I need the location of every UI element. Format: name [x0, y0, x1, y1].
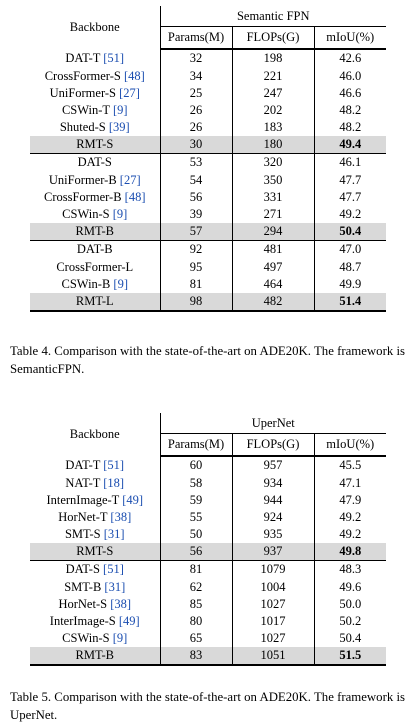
- table-4-body: [30, 49, 386, 311]
- cell-params: 95: [160, 258, 232, 275]
- citation-link[interactable]: [51]: [103, 562, 124, 577]
- cell-backbone: [30, 630, 160, 647]
- table-row: [30, 154, 386, 172]
- cell-params: 59: [160, 491, 232, 508]
- model-name: CSWin-S: [62, 207, 110, 222]
- cell-flops: 350: [232, 171, 314, 188]
- cell-backbone: [30, 456, 160, 474]
- cell-flops: 1027: [232, 596, 314, 613]
- table-row: [30, 561, 386, 579]
- cell-miou: 50.0: [314, 596, 386, 613]
- cell-miou: 48.2: [314, 102, 386, 119]
- cell-backbone: [30, 119, 160, 136]
- table-row: [30, 491, 386, 508]
- citation-link[interactable]: [9]: [112, 102, 128, 117]
- cell-miou: 42.6: [314, 49, 386, 67]
- table-row: [30, 526, 386, 543]
- cell-flops: 935: [232, 526, 314, 543]
- table-row: [30, 119, 386, 136]
- table-row: [30, 613, 386, 630]
- cell-params: 57: [160, 223, 232, 241]
- table-row: [30, 596, 386, 613]
- cell-backbone: [30, 561, 160, 579]
- cell-params: 92: [160, 241, 232, 259]
- cell-params: 26: [160, 119, 232, 136]
- header-params: Params(M): [160, 434, 232, 457]
- cell-flops: 957: [232, 456, 314, 474]
- cell-params: 55: [160, 509, 232, 526]
- model-name: Shuted-S: [59, 120, 106, 135]
- cell-flops: 464: [232, 275, 314, 292]
- table-5-upernet: [30, 413, 386, 666]
- citation-link[interactable]: [18]: [103, 475, 125, 490]
- citation-link[interactable]: [38]: [110, 509, 132, 524]
- cell-backbone: [30, 49, 160, 67]
- table-row: [30, 206, 386, 223]
- table-row: [30, 258, 386, 275]
- model-name: CrossFormer-B: [44, 189, 122, 204]
- citation-link[interactable]: [48]: [123, 68, 145, 83]
- cell-params: 25: [160, 84, 232, 101]
- citation-link[interactable]: [51]: [103, 50, 125, 65]
- header-miou: mIoU(%): [314, 27, 386, 50]
- cell-miou: 48.2: [314, 119, 386, 136]
- cell-flops: 320: [232, 154, 314, 172]
- citation-link[interactable]: [38]: [110, 596, 132, 611]
- table-row: [30, 241, 386, 259]
- cell-params: 85: [160, 596, 232, 613]
- cell-params: 54: [160, 171, 232, 188]
- table-row: [30, 275, 386, 292]
- cell-flops: 1051: [232, 647, 314, 665]
- model-name: DAT-T: [65, 50, 101, 65]
- cell-flops: 331: [232, 189, 314, 206]
- cell-miou: 46.6: [314, 84, 386, 101]
- header-group: Semantic FPN: [160, 6, 386, 27]
- cell-backbone: [30, 526, 160, 543]
- cell-backbone: [30, 596, 160, 613]
- table-row: [30, 647, 386, 665]
- cell-flops: 202: [232, 102, 314, 119]
- model-name: RMT-S: [76, 137, 114, 152]
- cell-miou: 49.2: [314, 526, 386, 543]
- cell-flops: 294: [232, 223, 314, 241]
- cell-backbone: [30, 491, 160, 508]
- citation-link[interactable]: [9]: [112, 631, 128, 646]
- model-name: InternImage-T: [46, 492, 120, 507]
- citation-link[interactable]: [27]: [119, 85, 140, 100]
- model-name: HorNet-S: [58, 596, 108, 611]
- cell-backbone: [30, 189, 160, 206]
- table-row: [30, 474, 386, 491]
- cell-params: 50: [160, 526, 232, 543]
- model-name: SMT-S: [64, 527, 101, 542]
- cell-backbone: [30, 223, 160, 241]
- cell-miou: 50.2: [314, 613, 386, 630]
- cell-params: 65: [160, 630, 232, 647]
- cell-flops: 221: [232, 67, 314, 84]
- citation-link[interactable]: [49]: [122, 492, 144, 507]
- cell-backbone: [30, 67, 160, 84]
- cell-miou: 46.1: [314, 154, 386, 172]
- cell-params: 26: [160, 102, 232, 119]
- cell-backbone: [30, 474, 160, 491]
- model-name: RMT-S: [76, 544, 114, 559]
- header-miou: mIoU(%): [314, 434, 386, 457]
- model-name: CSWin-B: [61, 276, 111, 291]
- table-row: [30, 136, 386, 154]
- citation-link[interactable]: [48]: [124, 189, 146, 204]
- cell-backbone: [30, 154, 160, 172]
- table-row: [30, 543, 386, 561]
- model-name: InterImage-S: [49, 614, 116, 629]
- model-name: RMT-B: [75, 648, 114, 663]
- cell-params: 81: [160, 275, 232, 292]
- cell-params: 39: [160, 206, 232, 223]
- table-4-caption: Table 4. Comparison with the state-of-the-art on ADE20K. The framework is SemanticFPN.: [10, 344, 405, 376]
- cell-flops: 944: [232, 491, 314, 508]
- cell-miou: 47.7: [314, 171, 386, 188]
- cell-flops: 924: [232, 509, 314, 526]
- citation-link[interactable]: [27]: [119, 172, 141, 187]
- cell-backbone: [30, 613, 160, 630]
- cell-flops: 247: [232, 84, 314, 101]
- table-row: [30, 578, 386, 595]
- header-params: Params(M): [160, 27, 232, 50]
- cell-params: 32: [160, 49, 232, 67]
- cell-params: 98: [160, 293, 232, 311]
- cell-miou: 46.0: [314, 67, 386, 84]
- model-name: DAT-S: [77, 155, 112, 170]
- model-name: UniFormer-S: [49, 85, 116, 100]
- citation-link[interactable]: [9]: [113, 276, 128, 291]
- cell-flops: 1004: [232, 578, 314, 595]
- cell-miou: 50.4: [314, 630, 386, 647]
- cell-miou: 48.7: [314, 258, 386, 275]
- cell-params: 62: [160, 578, 232, 595]
- cell-backbone: [30, 136, 160, 154]
- cell-miou: 49.2: [314, 509, 386, 526]
- cell-flops: 1027: [232, 630, 314, 647]
- cell-backbone: [30, 206, 160, 223]
- cell-miou: 48.3: [314, 561, 386, 579]
- header-group: UperNet: [160, 413, 386, 434]
- cell-backbone: [30, 84, 160, 101]
- cell-miou: 50.4: [314, 223, 386, 241]
- cell-miou: 47.0: [314, 241, 386, 259]
- cell-params: 30: [160, 136, 232, 154]
- cell-flops: 481: [232, 241, 314, 259]
- table-row: [30, 630, 386, 647]
- cell-params: 53: [160, 154, 232, 172]
- cell-params: 81: [160, 561, 232, 579]
- cell-flops: 934: [232, 474, 314, 491]
- table-row: [30, 102, 386, 119]
- model-name: CSWin-T: [61, 102, 110, 117]
- cell-backbone: [30, 509, 160, 526]
- model-name: CrossFormer-S: [44, 68, 121, 83]
- cell-backbone: [30, 171, 160, 188]
- model-name: DAT-S: [65, 562, 100, 577]
- table-row: [30, 456, 386, 474]
- model-name: CSWin-S: [62, 631, 110, 646]
- table-5-body: [30, 456, 386, 665]
- cell-flops: 1017: [232, 613, 314, 630]
- header-backbone: Backbone: [69, 20, 120, 35]
- model-name: RMT-L: [75, 293, 114, 308]
- header-backbone: Backbone: [69, 427, 120, 442]
- header-flops: FLOPs(G): [232, 27, 314, 50]
- cell-flops: 482: [232, 293, 314, 311]
- cell-backbone: [30, 102, 160, 119]
- citation-link[interactable]: [39]: [108, 120, 130, 135]
- cell-flops: 271: [232, 206, 314, 223]
- cell-params: 34: [160, 67, 232, 84]
- cell-params: 58: [160, 474, 232, 491]
- model-name: NAT-T: [65, 475, 101, 490]
- table-4-semantic-fpn: [30, 6, 386, 312]
- cell-params: 80: [160, 613, 232, 630]
- cell-flops: 183: [232, 119, 314, 136]
- model-name: DAT-T: [65, 457, 101, 472]
- cell-miou: 51.4: [314, 293, 386, 311]
- cell-backbone: [30, 647, 160, 665]
- citation-link[interactable]: [31]: [104, 579, 126, 594]
- table-row: [30, 171, 386, 188]
- cell-miou: 47.1: [314, 474, 386, 491]
- citation-link[interactable]: [9]: [112, 207, 128, 222]
- cell-miou: 49.4: [314, 136, 386, 154]
- cell-backbone: [30, 543, 160, 561]
- table-row: [30, 84, 386, 101]
- table-row: [30, 189, 386, 206]
- header-flops: FLOPs(G): [232, 434, 314, 457]
- model-name: UniFormer-B: [48, 172, 117, 187]
- citation-link[interactable]: [31]: [103, 527, 125, 542]
- cell-flops: 937: [232, 543, 314, 561]
- cell-flops: 198: [232, 49, 314, 67]
- citation-link[interactable]: [51]: [103, 457, 125, 472]
- cell-miou: 47.9: [314, 491, 386, 508]
- cell-backbone: [30, 241, 160, 259]
- cell-miou: 49.9: [314, 275, 386, 292]
- model-name: CrossFormer-L: [56, 259, 134, 274]
- table-row: [30, 509, 386, 526]
- citation-link[interactable]: [49]: [118, 614, 140, 629]
- model-name: HorNet-T: [58, 509, 108, 524]
- cell-backbone: [30, 275, 160, 292]
- cell-params: 56: [160, 543, 232, 561]
- cell-miou: 51.5: [314, 647, 386, 665]
- cell-flops: 497: [232, 258, 314, 275]
- table-5-caption: Table 5. Comparison with the state-of-the-art on ADE20K. The framework is UperNet.: [10, 690, 405, 722]
- model-name: RMT-B: [75, 224, 114, 239]
- cell-backbone: [30, 258, 160, 275]
- table-row: [30, 67, 386, 84]
- cell-flops: 180: [232, 136, 314, 154]
- table-row: [30, 49, 386, 67]
- cell-backbone: [30, 578, 160, 595]
- cell-miou: 47.7: [314, 189, 386, 206]
- cell-params: 60: [160, 456, 232, 474]
- cell-miou: 49.2: [314, 206, 386, 223]
- cell-miou: 49.8: [314, 543, 386, 561]
- cell-params: 56: [160, 189, 232, 206]
- table-row: [30, 293, 386, 311]
- cell-miou: 45.5: [314, 456, 386, 474]
- model-name: SMT-B: [64, 579, 102, 594]
- cell-flops: 1079: [232, 561, 314, 579]
- cell-params: 83: [160, 647, 232, 665]
- cell-miou: 49.6: [314, 578, 386, 595]
- cell-backbone: [30, 293, 160, 311]
- table-row: [30, 223, 386, 241]
- model-name: DAT-B: [76, 242, 113, 257]
